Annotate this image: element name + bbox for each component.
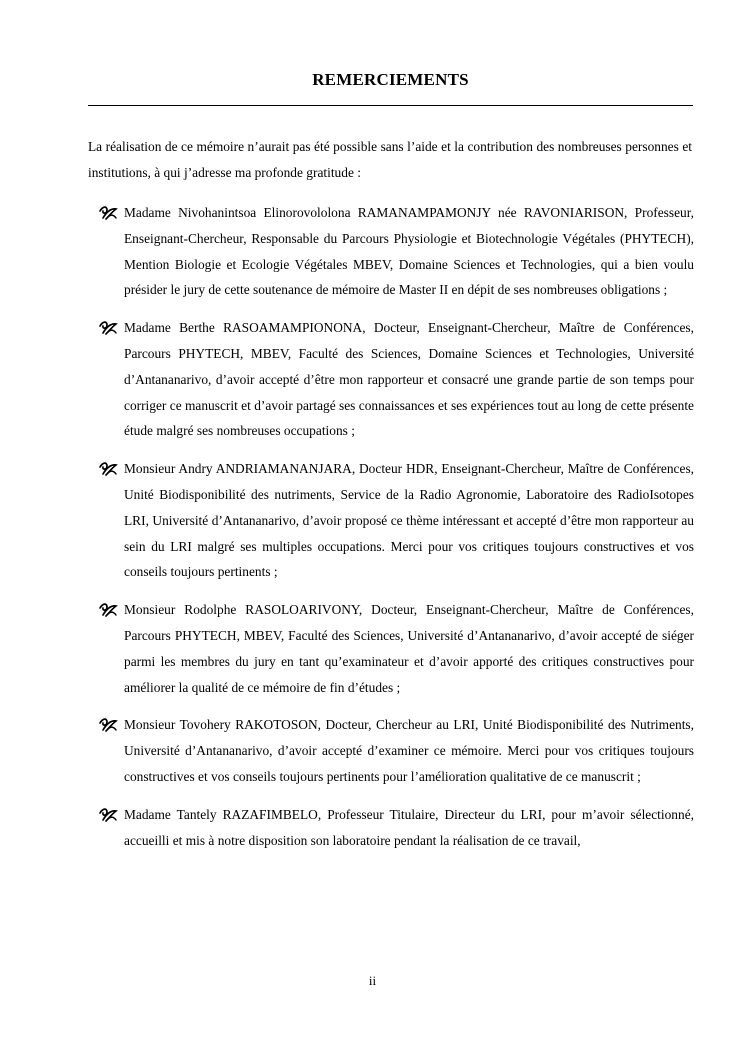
swirl-bullet-icon — [98, 205, 118, 221]
swirl-bullet-icon — [98, 461, 118, 477]
list-item — [98, 712, 694, 789]
swirl-bullet-icon — [98, 320, 118, 336]
list-item-text: Madame Tantely RAZAFIMBELO, Professeur Titulaire, Directeur du LRI, pour m’avoir sélectionné, accueilli et mis à notre disposition son laboratoire pendant la réalisation de ce travail, — [124, 806, 694, 848]
list-item — [98, 456, 694, 585]
swirl-bullet-icon — [98, 602, 118, 618]
acknowledgement-list — [98, 200, 694, 865]
list-item — [98, 802, 694, 854]
list-item-text: Madame Berthe RASOAMAMPIONONA, Docteur, Enseignant-Chercheur, Maître de Conférences, Parcours PHYTECH, MBEV, Faculté des Sciences, Domaine Sciences et Technologies, Université d’Antananarivo, d’avoir accepté d’être mon rapporteur et consacré une grande partie de son temps pour corriger ce manuscrit et d’avoir partagé ses connaissances et ses expériences tout au long de cette présente étude malgré ses nombreuses occupations ; — [124, 320, 694, 439]
list-item — [98, 200, 694, 303]
list-item-text: Madame Nivohanintsoa Elinorovololona RAMANAMPAMONJY née RAVONIARISON, Professeur, Enseignant-Chercheur, Responsable du Parcours Physiologie et Biotechnologie Végétales (PHYTECH), Mention Biologie et Ecologie Végétales MBEV, Domaine Sciences et Technologies, qui a bien voulu présider le jury de cette soutenance de mémoire de Master II en dépit de ses nombreuses obligations ; — [124, 205, 694, 298]
intro-paragraph: La réalisation de ce mémoire n’aurait pas été possible sans l’aide et la contribution des nombreuses personnes et institutions, à qui j’adresse ma profonde gratitude : — [88, 139, 692, 180]
page-title: REMERCIEMENTS — [312, 70, 469, 89]
list-item-text: Monsieur Tovohery RAKOTOSON, Docteur, Chercheur au LRI, Unité Biodisponibilité des Nutriments, Université d’Antananarivo, d’avoir accepté d’examiner ce mémoire. Merci pour vos critiques toujours constructives et vos conseils toujours pertinents pour l’amélioration qualitative de ce manuscrit ; — [124, 717, 694, 784]
swirl-bullet-icon — [98, 717, 118, 733]
swirl-bullet-icon — [98, 807, 118, 823]
title-divider — [88, 105, 693, 106]
list-item — [98, 315, 694, 444]
list-item-text: Monsieur Rodolphe RASOLOARIVONY, Docteur, Enseignant-Chercheur, Maître de Conférences, Parcours PHYTECH, MBEV, Faculté des Sciences, Université d’Antananarivo, d’avoir accepté de siéger parmi les membres du jury en tant qu’examinateur et d’avoir apporté des critiques constructives pour améliorer la qualité de ce mémoire de fin d’études ; — [124, 602, 694, 695]
page-number: ii — [368, 973, 377, 988]
list-item-text: Monsieur Andry ANDRIAMANANJARA, Docteur HDR, Enseignant-Chercheur, Maître de Conférences, Unité Biodisponibilité des nutriments, Service de la Radio Agronomie, Laboratoire des RadioIsotopes LRI, Université d’Antananarivo, d’avoir proposé ce thème intéressant et accepté d’être mon rapporteur au sein du LRI malgré ses multiples occupations. Merci pour vos critiques toujours constructives et vos conseils toujours pertinents ; — [124, 461, 694, 580]
list-item — [98, 597, 694, 700]
